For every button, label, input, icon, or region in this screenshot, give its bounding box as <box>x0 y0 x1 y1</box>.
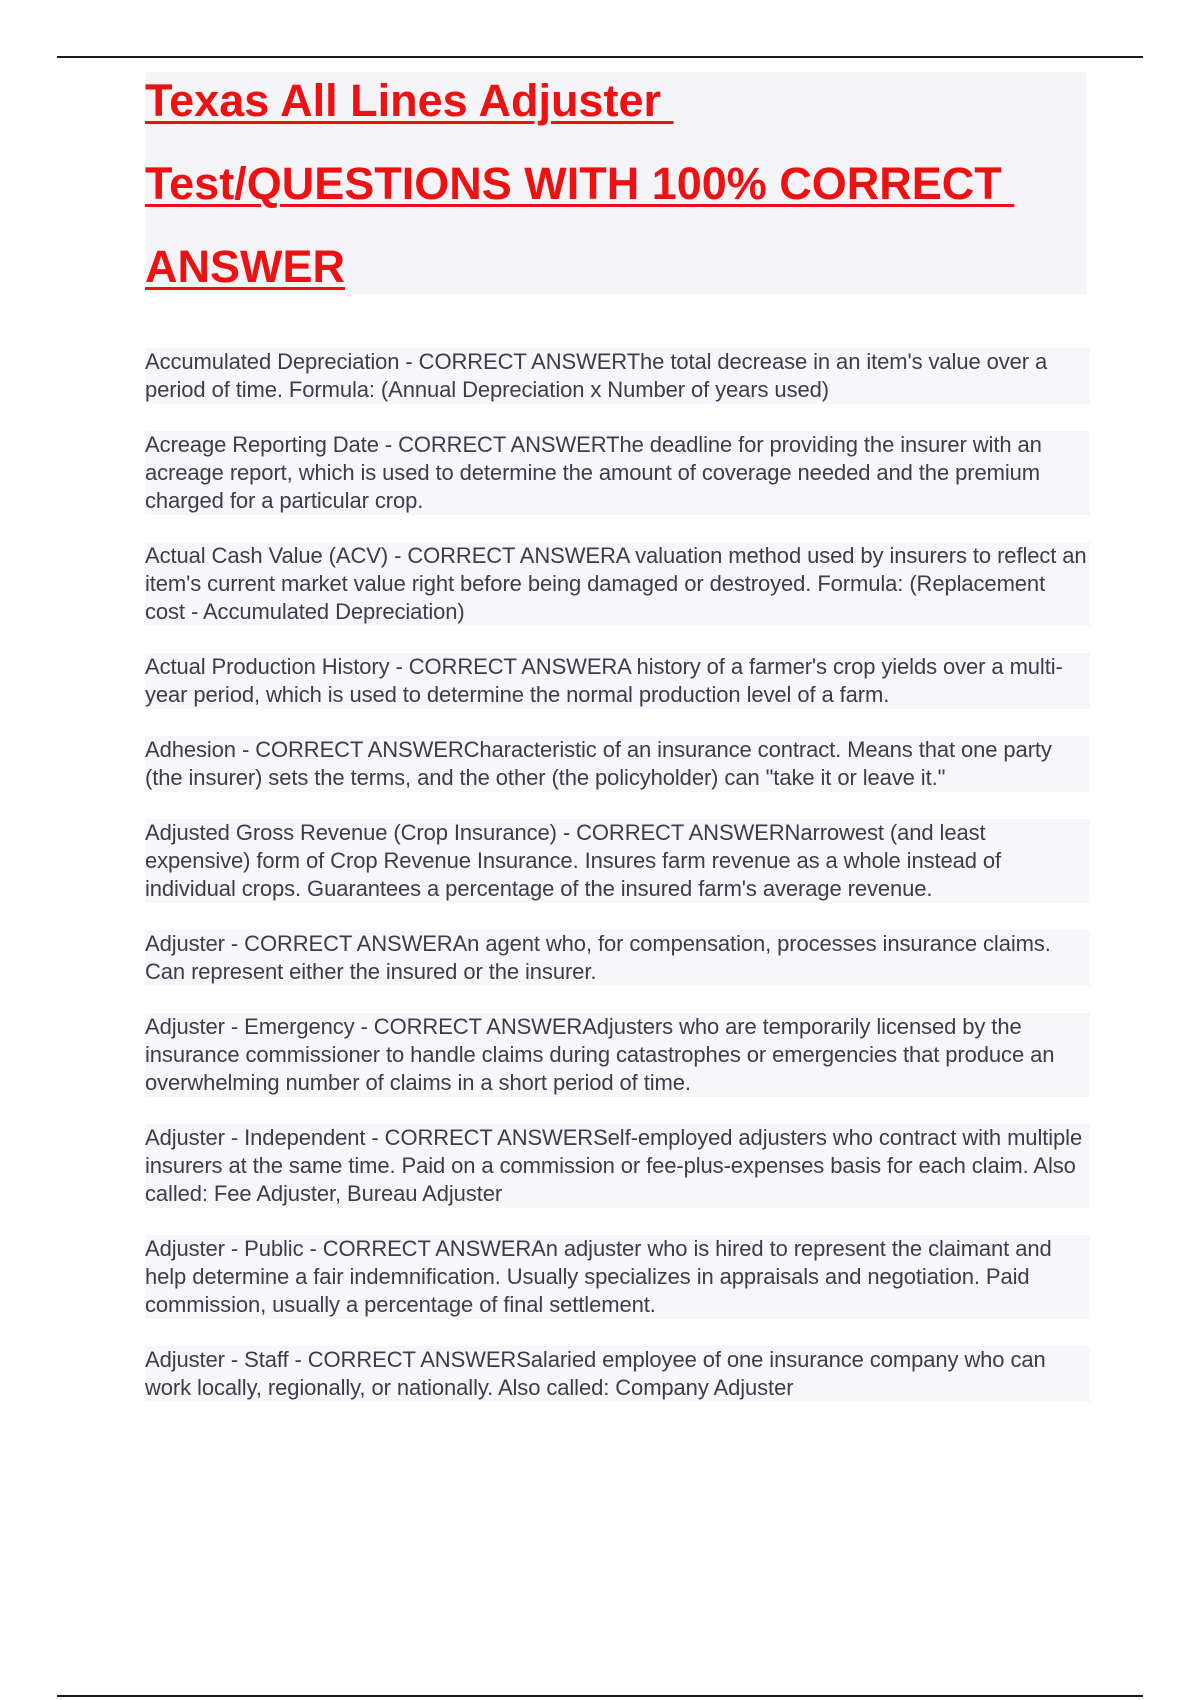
glossary-entry-adjusted-gross-revenue: Adjusted Gross Revenue (Crop Insurance) - CORRECT ANSWERNarrowest (and least expensive) form of Crop Revenue Insurance. Insures farm revenue as a whole instead of individual crops. Guarantees a percentage of the insured farm's average revenue. <box>145 819 1090 903</box>
top-rule <box>57 56 1143 58</box>
glossary-entry-actual-cash-value: Actual Cash Value (ACV) - CORRECT ANSWERA valuation method used by insurers to reflect an item's current market value right before being damaged or destroyed. Formula: (Replacement cost - Accumulated Depreciation) <box>145 542 1090 626</box>
glossary-entry-accumulated-depreciation: Accumulated Depreciation - CORRECT ANSWERThe total decrease in an item's value over a period of time. Formula: (Annual Depreciation x Number of years used) <box>145 348 1090 404</box>
glossary-entry-actual-production-history: Actual Production History - CORRECT ANSWERA history of a farmer's crop yields over a multi-year period, which is used to determine the normal production level of a farm. <box>145 653 1090 709</box>
document-title-line-3: ANSWER <box>145 241 345 292</box>
glossary-entry-acreage-reporting-date: Acreage Reporting Date - CORRECT ANSWERThe deadline for providing the insurer with an acreage report, which is used to determine the amount of coverage needed and the premium charged for a particular crop. <box>145 431 1090 515</box>
glossary-entry-adjuster-public: Adjuster - Public - CORRECT ANSWERAn adjuster who is hired to represent the claimant and help determine a fair indemnification. Usually specializes in appraisals and negotiation. Paid commission, usually a percentage of final settlement. <box>145 1235 1090 1319</box>
glossary-list <box>145 348 1090 1429</box>
glossary-entry-adjuster: Adjuster - CORRECT ANSWERAn agent who, for compensation, processes insurance claims. Can represent either the insured or the insurer. <box>145 930 1090 986</box>
bottom-rule <box>57 1695 1143 1697</box>
glossary-entry-adjuster-emergency: Adjuster - Emergency - CORRECT ANSWERAdjusters who are temporarily licensed by the insurance commissioner to handle claims during catastrophes or emergencies that produce an overwhelming number of claims in a short period of time. <box>145 1013 1090 1097</box>
document-title-line-2: Test/QUESTIONS WITH 100% CORRECT <box>145 158 1015 209</box>
glossary-entry-adjuster-independent: Adjuster - Independent - CORRECT ANSWERSelf-employed adjusters who contract with multiple insurers at the same time. Paid on a commission or fee-plus-expenses basis for each claim. Also called: Fee Adjuster, Bureau Adjuster <box>145 1124 1090 1208</box>
glossary-entry-adjuster-staff: Adjuster - Staff - CORRECT ANSWERSalaried employee of one insurance company who can work locally, regionally, or nationally. Also called: Company Adjuster <box>145 1346 1090 1402</box>
document-title-line-1: Texas All Lines Adjuster <box>145 75 674 126</box>
glossary-entry-adhesion: Adhesion - CORRECT ANSWERCharacteristic of an insurance contract. Means that one party (the insurer) sets the terms, and the other (the policyholder) can "take it or leave it." <box>145 736 1090 792</box>
